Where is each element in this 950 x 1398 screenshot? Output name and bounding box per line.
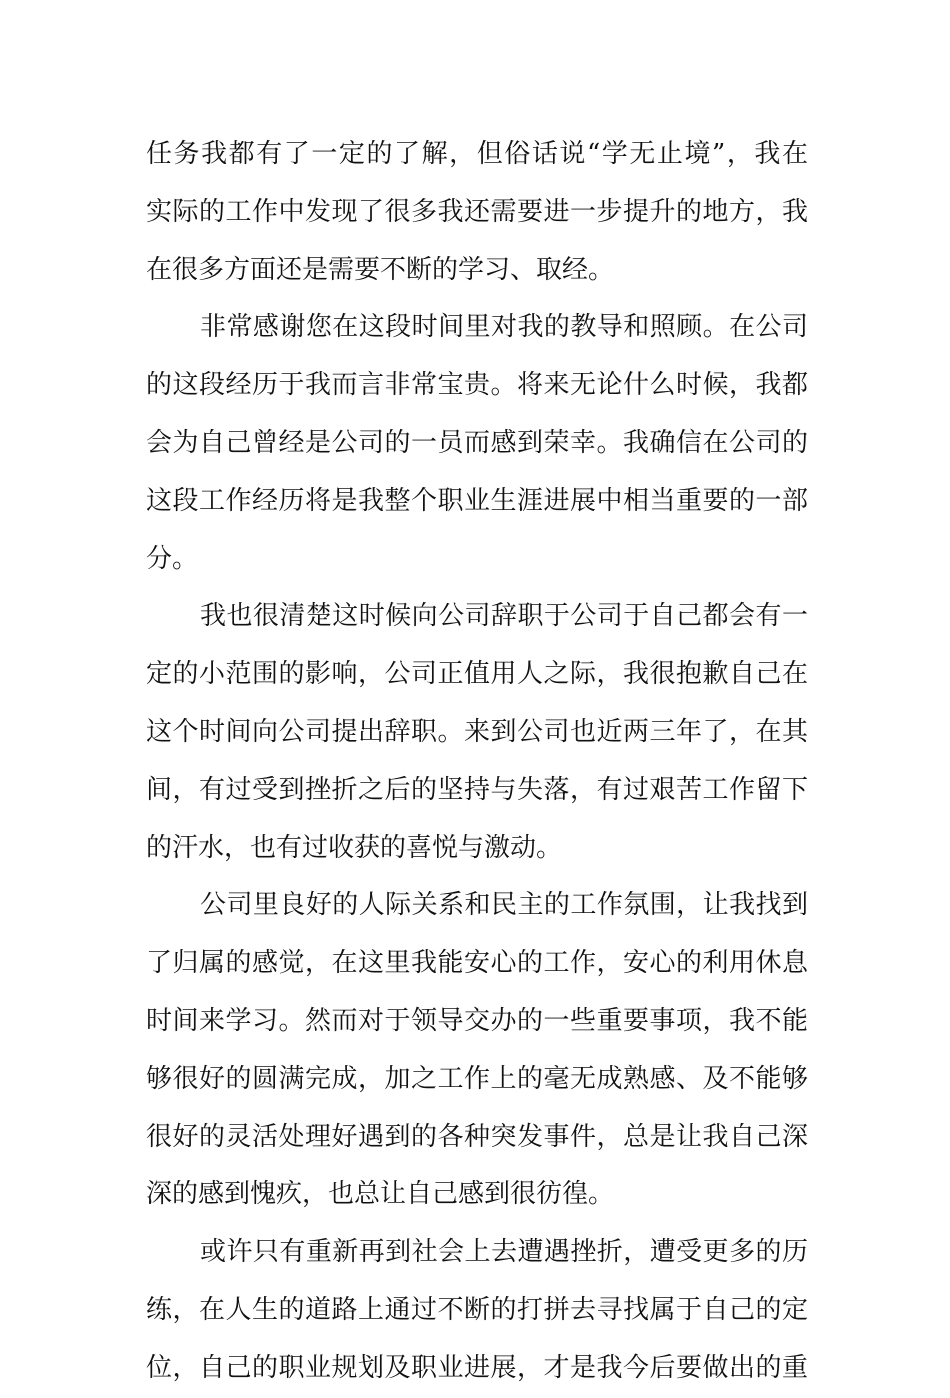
text-line: 这个时间向公司提出辞职。来到公司也近两三年了，在其 (146, 716, 808, 747)
text-line: 定的小范围的影响，公司正值用人之际，我很抱歉自己在 (146, 659, 808, 690)
paragraph-4 (146, 877, 808, 1224)
paragraph-1 (146, 126, 808, 299)
text-line: 的汗水，也有过收获的喜悦与激动。 (146, 832, 563, 863)
text-line: 公司里良好的人际关系和民主的工作氛围，让我找到 (200, 890, 808, 921)
text-line: 深的感到愧疚，也总让自己感到很彷徨。 (146, 1179, 615, 1210)
text-line: 够很好的圆满完成，加之工作上的毫无成熟感、及不能够 (146, 1063, 808, 1094)
text-line: 的这段经历于我而言非常宝贵。将来无论什么时候，我都 (146, 370, 808, 401)
document-body (146, 126, 808, 1398)
text-line: 非常感谢您在这段时间里对我的教导和照顾。在公司 (200, 312, 808, 343)
text-line: 间，有过受到挫折之后的坚持与失落，有过艰苦工作留下 (146, 774, 808, 805)
text-line: 或许只有重新再到社会上去遭遇挫折，遭受更多的历 (200, 1237, 808, 1268)
text-line: 这段工作经历将是我整个职业生涯进展中相当重要的一部 (146, 485, 808, 516)
text-line: 练，在人生的道路上通过不断的打拼去寻找属于自己的定 (146, 1294, 808, 1325)
paragraph-5 (146, 1224, 808, 1397)
text-line: 了归属的感觉，在这里我能安心的工作，安心的利用休息 (146, 948, 808, 979)
text-line: 时间来学习。然而对于领导交办的一些重要事项，我不能 (146, 1005, 808, 1036)
text-line: 任务我都有了一定的了解，但俗话说“学无止境”，我在 (146, 139, 808, 169)
paragraph-3 (146, 588, 808, 877)
text-line: 分。 (146, 543, 199, 574)
text-line: 位，自己的职业规划及职业进展，才是我今后要做出的重 (146, 1352, 808, 1383)
text-line: 实际的工作中发现了很多我还需要进一步提升的地方，我 (146, 196, 808, 227)
text-line: 在很多方面还是需要不断的学习、取经。 (146, 254, 615, 285)
text-line: 很好的灵活处理好遇到的各种突发事件，总是让我自己深 (146, 1121, 808, 1152)
text-line: 我也很清楚这时候向公司辞职于公司于自己都会有一 (200, 601, 808, 632)
text-line: 会为自己曾经是公司的一员而感到荣幸。我确信在公司的 (146, 427, 808, 458)
paragraph-2 (146, 299, 808, 588)
